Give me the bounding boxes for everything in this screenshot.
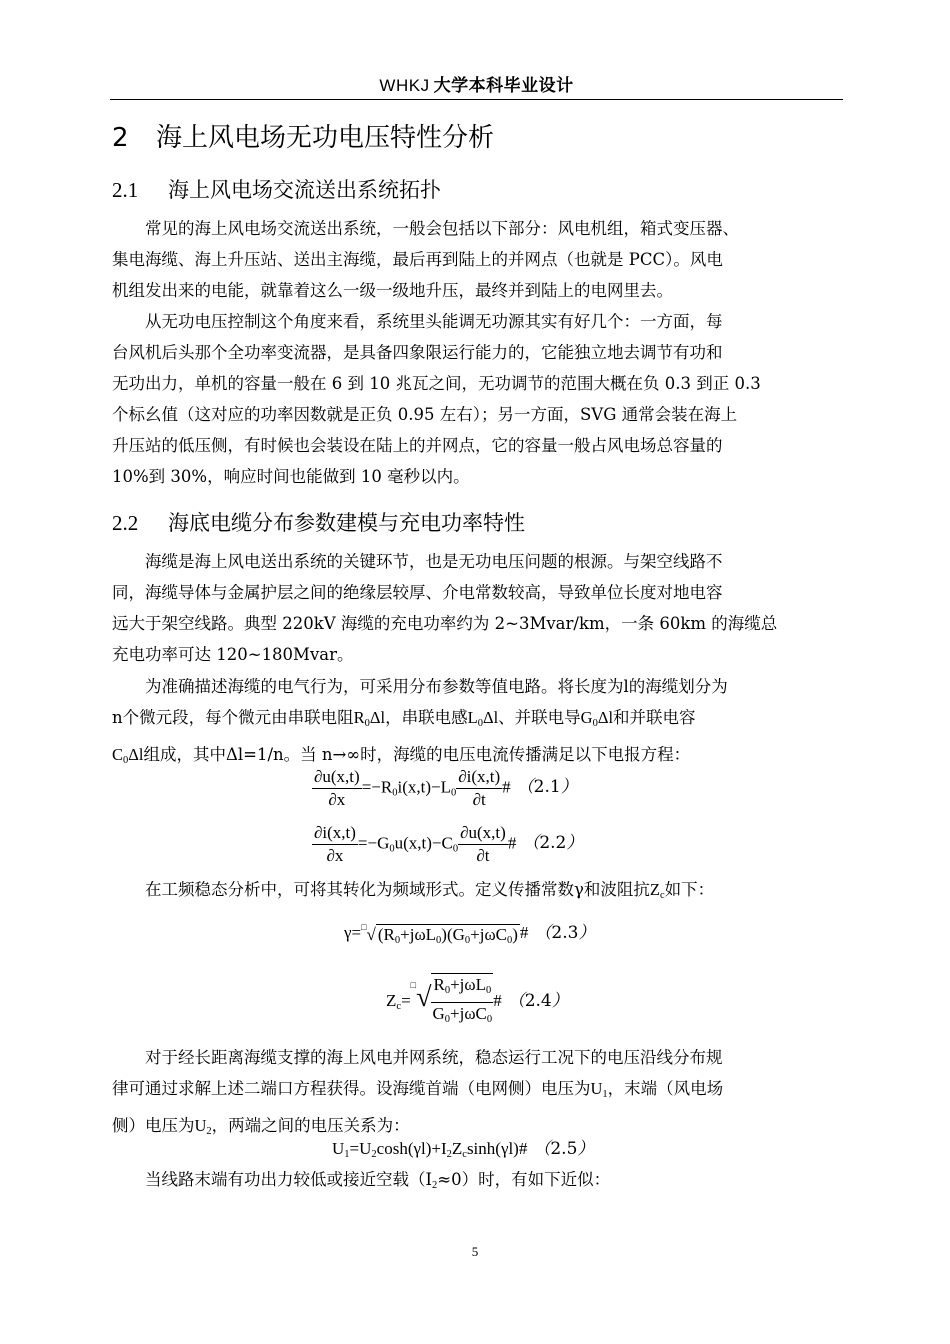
text-line: 远大于架空线路。典型 220kV 海缆的充电功率约为 2~3Mvar/km，一条 60km 的海缆总 — [112, 614, 778, 633]
equation-tag: 2.1 — [533, 777, 561, 798]
header-title: 大学本科毕业设计 — [433, 76, 574, 96]
equation-2-2: $\frac{\partial i(x,t)}{\partial x}$ $=-G_0u(x,t)-C_0$ $\frac{\partial u(x,t)}{\partial t}$ # （2.2） — [314, 823, 584, 865]
text-line: 侧）电压为$U_2$，两端之间的电压关系为： — [112, 1116, 410, 1137]
text-line: 对于经长距离海缆支撑的海上风电并网系统，稳态运行工况下的电压沿线分布规 — [145, 1048, 723, 1067]
text-line: 同，海缆导体与金属护层之间的绝缘层较厚、介电常数较高，导致单位长度对地电容 — [112, 583, 723, 602]
equation-2-4: $Z_c=^□√$ $\frac{R_0+j\omega L_0}{G_0+j\omega C_0}$ # （2.4） — [386, 973, 569, 1031]
header-school: WHKJ — [379, 76, 430, 95]
text-line: 从无功电压控制这个角度来看，系统里头能调无功源其实有好几个：一方面，每 — [145, 312, 723, 331]
section-heading-2-2 — [112, 508, 525, 538]
text-line: 机组发出来的电能，就靠着这么一级一级地升压，最终并到陆上的电网里去。 — [112, 281, 673, 300]
section-heading-2-1 — [112, 175, 441, 205]
section-number: 2.2 — [112, 511, 139, 535]
equation-tag: 2.2 — [539, 833, 567, 854]
text-line: $C_0\Delta l$组成，其中Δl=1/n。当 n→∞时，海缆的电压电流传播满足以下电报方程： — [112, 745, 691, 766]
paragraph-reactive-sources — [112, 306, 848, 492]
text-line: 律可通过求解上述二端口方程获得。设海缆首端（电网侧）电压为$U_1$，末端（风电场 — [112, 1079, 724, 1100]
text-line: 集电海缆、海上升压站、送出主海缆，最后再到陆上的并网点（也就是 PCC）。风电 — [112, 250, 723, 269]
text-line: 升压站的低压侧，有时候也会装设在陆上的并网点，它的容量一般占风电场总容量的 — [112, 436, 723, 455]
paragraph-topology — [112, 213, 848, 306]
equation-2-1: $\frac{\partial u(x,t)}{\partial x}$ $=-R_0i(x,t)-L_0$ $\frac{\partial i(x,t)}{\partial t}$ # （2.1） — [314, 767, 578, 809]
text-line: 海缆是海上风电送出系统的关键环节，也是无功电压问题的根源。与架空线路不 — [145, 552, 723, 571]
chapter-title: 海上风电场无功电压特性分析 — [156, 123, 495, 153]
text-line: 无功出力，单机的容量一般在 6 到 10 兆瓦之间，无功调节的范围大概在负 0.3 到正 0.3 — [112, 374, 761, 393]
equation-tag: 2.3 — [551, 923, 579, 943]
header-rule — [110, 99, 843, 100]
paragraph-no-load — [112, 1164, 848, 1201]
paragraph-distributed-model — [112, 671, 848, 776]
equation-2-3: γ=□√ $(R_0+j\omega L_0)(G_0+j\omega C_0)$ # （2.3） — [344, 922, 596, 947]
page-header — [110, 74, 843, 98]
text-line: 在工频稳态分析中，可将其转化为频域形式。定义传播常数γ和波阻抗$Z_c$如下： — [145, 880, 715, 901]
text-line: 常见的海上风电场交流送出系统，一般会包括以下部分：风电机组，箱式变压器、 — [145, 219, 739, 238]
equation-tag: 2.4 — [524, 990, 552, 1011]
text-line: n个微元段，每个微元由串联电阻$R_0\Delta l$，串联电感$L_0\Delta l$、并联电导$G_0\Delta l$和并联电容 — [112, 708, 696, 729]
chapter-number: 2 — [112, 123, 129, 153]
chapter-heading — [112, 120, 494, 156]
text-line: 10%到 30%，响应时间也能做到 10 毫秒以内。 — [112, 467, 470, 486]
paragraph-frequency-domain — [112, 874, 848, 911]
equation-tag: 2.5 — [550, 1139, 578, 1159]
text-line: 为准确描述海缆的电气行为，可采用分布参数等值电路。将长度为l的海缆划分为 — [145, 677, 728, 696]
section-title: 海底电缆分布参数建模与充电功率特性 — [168, 511, 525, 535]
section-number: 2.1 — [112, 178, 139, 202]
paragraph-cable-charging — [112, 546, 848, 670]
text-line: 当线路末端有功出力较低或接近空载$(I_2\approx 0)$时，有如下近似： — [145, 1170, 611, 1191]
equation-2-5: $U_1=U_2\cosh(\gamma l)+I_2Z_c\sinh(\gamma l)\#$ （2.5） — [332, 1139, 595, 1160]
paragraph-voltage-distribution — [112, 1042, 848, 1147]
text-line: 充电功率可达 120~180Mvar。 — [112, 645, 354, 664]
section-title: 海上风电场交流送出系统拓扑 — [168, 178, 441, 202]
text-line: 台风机后头那个全功率变流器，是具备四象限运行能力的，它能独立地去调节有功和 — [112, 343, 723, 362]
page-number: 5 — [471, 1244, 479, 1259]
text-line: 个标幺值（这对应的功率因数就是正负 0.95 左右）；另一方面，SVG 通常会装在海上 — [112, 405, 738, 424]
